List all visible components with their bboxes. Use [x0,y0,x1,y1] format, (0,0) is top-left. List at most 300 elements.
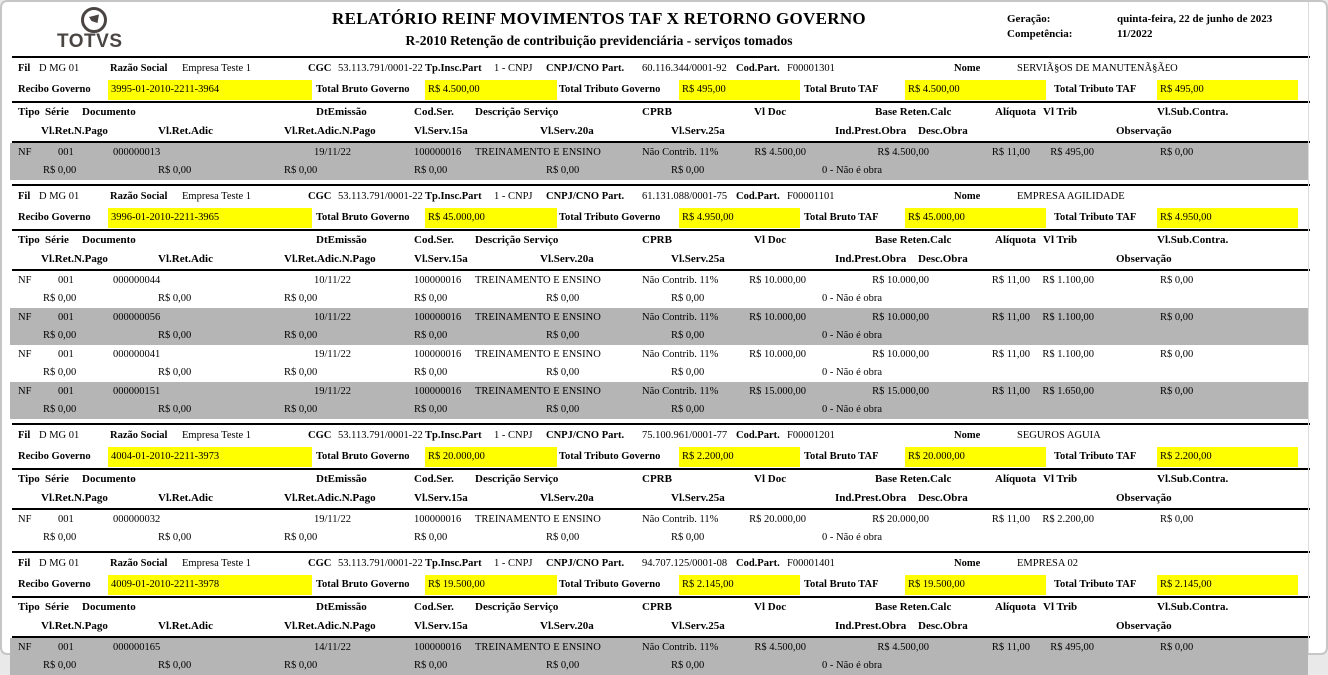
cell-serie: 001 [58,312,74,323]
cnpj-cno-label: CNPJ/CNO Part. [546,558,625,569]
document-row-line-2 [10,529,1308,547]
col-header-aliquota: Alíquota [995,473,1036,485]
col-header-vlsubcontra: Vl.Sub.Contra. [1157,601,1229,613]
total-bruto-taf-label: Total Bruto TAF [804,579,879,590]
column-header-row-2 [2,250,1326,269]
cgc-label: CGC [308,63,332,74]
col-header-vlretadic: Vl.Ret.Adic [158,492,213,504]
document-row-line-2 [10,657,1308,675]
col-header-descricao-servico: Descrição Serviço [475,601,559,613]
razao-social-value: Empresa Teste 1 [182,191,252,202]
col-header-vlserv25a: Vl.Serv.25a [671,125,725,137]
col-header-serie: Série [45,234,69,246]
cod-part-label: Cod.Part. [736,191,780,202]
fil-value: D MG 01 [39,558,80,569]
col-header-vlserv25a: Vl.Serv.25a [671,492,725,504]
cell-cprb: Não Contrib. 11% [642,349,719,360]
report-title: RELATÓRIO REINF MOVIMENTOS TAF X RETORNO GOVERNO [332,9,866,28]
cell-vlserv20a: R$ 0,00 [546,330,580,341]
cod-part-value: F00001301 [787,63,835,74]
nome-label: Nome [954,430,981,441]
col-header-vldoc: Vl Doc [754,601,787,613]
document-row-line-1 [10,272,1308,290]
tp-insc-value: 1 - CNPJ [494,430,533,441]
cgc-label: CGC [308,430,332,441]
col-header-vlserv25a: Vl.Serv.25a [671,620,725,632]
cell-base-reten-calc: R$ 10.000,00 [872,275,929,286]
cell-tipo: NF [18,147,32,158]
cgc-value: 53.113.791/0001-22 [338,63,423,74]
cell-vlserv15a: R$ 0,00 [414,165,448,176]
nome-label: Nome [954,558,981,569]
document-row-line-2 [10,290,1308,308]
cell-documento: 000000044 [113,275,161,286]
col-header-cprb: CPRB [642,473,672,485]
cell-vlretadic: R$ 0,00 [158,660,192,671]
cell-vlserv25a: R$ 0,00 [671,532,705,543]
col-header-vlretadicnpago: Vl.Ret.Adic.N.Pago [284,492,376,504]
cell-tipo: NF [18,514,32,525]
cell-vlretadic: R$ 0,00 [158,330,192,341]
total-bruto-governo-label: Total Bruto Governo [316,84,410,95]
cell-codser: 100000016 [414,514,462,525]
cell-vlserv25a: R$ 0,00 [671,330,705,341]
nome-label: Nome [954,63,981,74]
cell-base-reten-calc: R$ 4.500,00 [877,147,929,158]
total-tributo-governo-label: Total Tributo Governo [559,212,661,223]
col-header-vlserv15a: Vl.Serv.15a [414,253,468,265]
cell-vlsubcontra: R$ 0,00 [1160,312,1194,323]
company-section [2,56,1326,180]
cell-descricao-servico: TREINAMENTO E ENSINO [475,312,601,323]
cell-vlserv25a: R$ 0,00 [671,660,705,671]
col-header-documento: Documento [82,234,136,246]
branch-info-row [2,425,1326,446]
col-header-tipo: Tipo [18,473,40,485]
total-bruto-taf-label: Total Bruto TAF [804,451,879,462]
cell-vltrib: R$ 1.100,00 [1042,312,1094,323]
document-row-line-2 [10,401,1308,419]
col-header-descricao-servico: Descrição Serviço [475,234,559,246]
col-header-vltrib: Vl Trib [1043,106,1078,118]
col-header-observacao: Observação [1116,620,1172,632]
col-header-descricao-servico: Descrição Serviço [475,106,559,118]
cod-part-label: Cod.Part. [736,63,780,74]
cell-documento: 000000041 [113,349,161,360]
col-header-vlretadicnpago: Vl.Ret.Adic.N.Pago [284,253,376,265]
col-header-vlserv20a: Vl.Serv.20a [540,253,594,265]
cell-dtemissao: 19/11/22 [314,386,351,397]
cell-vldoc: R$ 15.000,00 [749,386,806,397]
nome-value: SEGUROS AGUIA [1017,430,1101,441]
cell-vlsubcontra: R$ 0,00 [1160,642,1194,653]
document-row-line-1 [10,144,1308,162]
cell-dtemissao: 19/11/22 [314,514,351,525]
col-header-observacao: Observação [1116,125,1172,137]
cell-vlsubcontra: R$ 0,00 [1160,147,1194,158]
total-tributo-taf-label: Total Tributo TAF [1054,451,1137,462]
col-header-descobra: Desc.Obra [918,492,968,504]
recibo-governo-label: Recibo Governo [18,579,91,590]
nome-label: Nome [954,191,981,202]
col-header-base-reten-calc: Base Reten.Calc [875,106,952,118]
column-header-row-2 [2,489,1326,508]
generation-label: Geração: [1007,13,1051,25]
cell-vlserv20a: R$ 0,00 [546,293,580,304]
column-header-row-1 [2,231,1326,250]
cell-vlretnpago: R$ 0,00 [43,367,77,378]
col-header-indprestobra: Ind.Prest.Obra [835,492,907,504]
detail-rows [2,638,1326,675]
col-header-vlserv20a: Vl.Serv.20a [540,620,594,632]
cell-dtemissao: 10/11/22 [314,275,351,286]
col-header-codser: Cod.Ser. [414,601,454,613]
col-header-indprestobra: Ind.Prest.Obra [835,620,907,632]
cell-indprestobra: 0 - Não é obra [822,293,883,304]
cell-aliquota: R$ 11,00 [991,312,1030,323]
recibo-row [2,574,1326,596]
cell-tipo: NF [18,312,32,323]
fil-value: D MG 01 [39,430,80,441]
cell-serie: 001 [58,642,74,653]
totvs-logo [57,5,147,52]
total-bruto-taf-label: Total Bruto TAF [804,84,879,95]
nome-value: EMPRESA 02 [1017,558,1078,569]
company-section [2,184,1326,419]
cod-part-value: F00001101 [787,191,835,202]
column-header-row-1 [2,598,1326,617]
cell-indprestobra: 0 - Não é obra [822,404,883,415]
col-header-base-reten-calc: Base Reten.Calc [875,473,952,485]
razao-social-label: Razão Social [110,191,168,202]
col-header-cprb: CPRB [642,234,672,246]
total-tributo-taf-value: R$ 4.950,00 [1157,208,1298,228]
cell-descricao-servico: TREINAMENTO E ENSINO [475,349,601,360]
cell-documento: 000000013 [113,147,161,158]
cgc-value: 53.113.791/0001-22 [338,558,423,569]
cell-descricao-servico: TREINAMENTO E ENSINO [475,514,601,525]
total-bruto-taf-label: Total Bruto TAF [804,212,879,223]
cell-vlretadicnpago: R$ 0,00 [284,293,318,304]
col-header-serie: Série [45,106,69,118]
col-header-base-reten-calc: Base Reten.Calc [875,234,952,246]
col-header-descobra: Desc.Obra [918,125,968,137]
col-header-dtemissao: DtEmissão [316,106,367,118]
cell-vldoc: R$ 4.500,00 [754,147,806,158]
cell-vlretadicnpago: R$ 0,00 [284,367,318,378]
cod-part-value: F00001201 [787,430,835,441]
total-bruto-governo-value: R$ 20.000,00 [425,447,557,467]
col-header-vlserv20a: Vl.Serv.20a [540,125,594,137]
cell-vltrib: R$ 1.650,00 [1042,386,1094,397]
cell-aliquota: R$ 11,00 [991,275,1030,286]
col-header-indprestobra: Ind.Prest.Obra [835,125,907,137]
col-header-vldoc: Vl Doc [754,473,787,485]
cell-vlsubcontra: R$ 0,00 [1160,349,1194,360]
cell-vlretnpago: R$ 0,00 [43,404,77,415]
cell-indprestobra: 0 - Não é obra [822,367,883,378]
total-bruto-governo-value: R$ 19.500,00 [425,575,557,595]
competencia-value: 11/2022 [1117,28,1153,40]
recibo-governo-value: 3996-01-2010-2211-3965 [108,208,312,228]
tp-insc-value: 1 - CNPJ [494,191,533,202]
column-header-row-1 [2,470,1326,489]
col-header-aliquota: Alíquota [995,601,1036,613]
detail-rows [2,143,1326,180]
cod-part-label: Cod.Part. [736,430,780,441]
col-header-vlretnpago: Vl.Ret.N.Pago [41,492,108,504]
cell-vlserv20a: R$ 0,00 [546,660,580,671]
cell-vlserv25a: R$ 0,00 [671,293,705,304]
col-header-vlretadic: Vl.Ret.Adic [158,253,213,265]
cell-vlsubcontra: R$ 0,00 [1160,386,1194,397]
tp-insc-value: 1 - CNPJ [494,558,533,569]
generation-value: quinta-feira, 22 de junho de 2023 [1117,13,1273,25]
cell-vlretnpago: R$ 0,00 [43,532,77,543]
cell-descricao-servico: TREINAMENTO E ENSINO [475,642,601,653]
cell-vltrib: R$ 1.100,00 [1042,275,1094,286]
total-tributo-taf-label: Total Tributo TAF [1054,84,1137,95]
cell-vlretadic: R$ 0,00 [158,165,192,176]
cell-indprestobra: 0 - Não é obra [822,660,883,671]
col-header-vltrib: Vl Trib [1043,473,1078,485]
col-header-vlretadic: Vl.Ret.Adic [158,620,213,632]
cell-vlretadic: R$ 0,00 [158,532,192,543]
total-tributo-governo-value: R$ 2.200,00 [679,447,800,467]
col-header-tipo: Tipo [18,106,40,118]
cell-vldoc: R$ 10.000,00 [749,275,806,286]
col-header-vlretnpago: Vl.Ret.N.Pago [41,253,108,265]
cell-aliquota: R$ 11,00 [991,147,1030,158]
detail-rows [2,271,1326,419]
cell-tipo: NF [18,349,32,360]
cell-codser: 100000016 [414,386,462,397]
cell-vlsubcontra: R$ 0,00 [1160,514,1194,525]
col-header-vlserv15a: Vl.Serv.15a [414,492,468,504]
cell-codser: 100000016 [414,349,462,360]
recibo-governo-value: 4009-01-2010-2211-3978 [108,575,312,595]
total-tributo-governo-label: Total Tributo Governo [559,84,661,95]
cell-cprb: Não Contrib. 11% [642,147,719,158]
detail-rows [2,510,1326,547]
cell-documento: 000000151 [113,386,161,397]
document-row-line-2 [10,327,1308,345]
cell-indprestobra: 0 - Não é obra [822,165,883,176]
col-header-vlsubcontra: Vl.Sub.Contra. [1157,234,1229,246]
cell-descricao-servico: TREINAMENTO E ENSINO [475,275,601,286]
cell-vlserv20a: R$ 0,00 [546,367,580,378]
col-header-observacao: Observação [1116,253,1172,265]
col-header-vlretadicnpago: Vl.Ret.Adic.N.Pago [284,125,376,137]
cell-vlserv15a: R$ 0,00 [414,293,448,304]
page-right-edge [1308,2,1309,653]
cgc-value: 53.113.791/0001-22 [338,430,423,441]
totvs-logo-text: TOTVS [57,31,123,52]
company-section [2,551,1326,675]
cell-aliquota: R$ 11,00 [991,642,1030,653]
cell-vlserv20a: R$ 0,00 [546,165,580,176]
cell-vlserv15a: R$ 0,00 [414,532,448,543]
document-row [10,345,1308,382]
cell-base-reten-calc: R$ 4.500,00 [877,642,929,653]
total-tributo-taf-value: R$ 495,00 [1157,80,1298,100]
document-row-line-1 [10,346,1308,364]
tp-insc-label: Tp.Insc.Part [425,430,482,441]
nome-value: EMPRESA AGILIDADE [1017,191,1125,202]
cnpj-cno-label: CNPJ/CNO Part. [546,430,625,441]
fil-label: Fil [18,558,31,569]
cell-cprb: Não Contrib. 11% [642,275,719,286]
col-header-vltrib: Vl Trib [1043,234,1078,246]
col-header-codser: Cod.Ser. [414,234,454,246]
cell-documento: 000000032 [113,514,161,525]
col-header-aliquota: Alíquota [995,234,1036,246]
cell-vlretadicnpago: R$ 0,00 [284,330,318,341]
col-header-vlretnpago: Vl.Ret.N.Pago [41,620,108,632]
tp-insc-value: 1 - CNPJ [494,63,533,74]
total-bruto-taf-value: R$ 20.000,00 [905,447,1046,467]
col-header-vlserv20a: Vl.Serv.20a [540,492,594,504]
total-tributo-governo-label: Total Tributo Governo [559,579,661,590]
document-row-line-1 [10,511,1308,529]
total-tributo-governo-label: Total Tributo Governo [559,451,661,462]
col-header-serie: Série [45,601,69,613]
company-section [2,423,1326,547]
cell-descricao-servico: TREINAMENTO E ENSINO [475,386,601,397]
total-tributo-governo-value: R$ 2.145,00 [679,575,800,595]
col-header-dtemissao: DtEmissão [316,473,367,485]
cell-serie: 001 [58,514,74,525]
cell-vltrib: R$ 1.100,00 [1042,349,1094,360]
cgc-value: 53.113.791/0001-22 [338,191,423,202]
cell-dtemissao: 19/11/22 [314,349,351,360]
total-tributo-taf-label: Total Tributo TAF [1054,212,1137,223]
cell-vlserv25a: R$ 0,00 [671,367,705,378]
cell-descricao-servico: TREINAMENTO E ENSINO [475,147,601,158]
col-header-documento: Documento [82,106,136,118]
col-header-cprb: CPRB [642,601,672,613]
document-row-line-2 [10,364,1308,382]
cell-vldoc: R$ 4.500,00 [754,642,806,653]
razao-social-value: Empresa Teste 1 [182,63,252,74]
cell-base-reten-calc: R$ 10.000,00 [872,349,929,360]
cell-dtemissao: 10/11/22 [314,312,351,323]
col-header-vlretnpago: Vl.Ret.N.Pago [41,125,108,137]
recibo-row [2,207,1326,229]
total-bruto-governo-value: R$ 4.500,00 [425,80,557,100]
tp-insc-label: Tp.Insc.Part [425,191,482,202]
column-header-row-2 [2,122,1326,141]
cell-vlretadicnpago: R$ 0,00 [284,532,318,543]
cell-cprb: Não Contrib. 11% [642,514,719,525]
cell-codser: 100000016 [414,642,462,653]
cell-vltrib: R$ 495,00 [1050,147,1094,158]
total-bruto-taf-value: R$ 4.500,00 [905,80,1046,100]
cell-indprestobra: 0 - Não é obra [822,330,883,341]
total-tributo-governo-value: R$ 495,00 [679,80,800,100]
document-row-line-1 [10,309,1308,327]
col-header-tipo: Tipo [18,601,40,613]
cell-vlserv15a: R$ 0,00 [414,367,448,378]
cgc-label: CGC [308,558,332,569]
cell-serie: 001 [58,386,74,397]
cell-vlserv20a: R$ 0,00 [546,404,580,415]
col-header-aliquota: Alíquota [995,106,1036,118]
col-header-vlserv15a: Vl.Serv.15a [414,125,468,137]
fil-label: Fil [18,191,31,202]
col-header-dtemissao: DtEmissão [316,601,367,613]
competencia-label: Competência: [1007,28,1073,40]
cell-documento: 000000165 [113,642,161,653]
col-header-vldoc: Vl Doc [754,106,787,118]
branch-info-row [2,58,1326,79]
cell-cprb: Não Contrib. 11% [642,312,719,323]
column-header-row-1 [2,103,1326,122]
document-row [10,638,1308,675]
col-header-serie: Série [45,473,69,485]
total-tributo-taf-value: R$ 2.145,00 [1157,575,1298,595]
razao-social-value: Empresa Teste 1 [182,558,252,569]
col-header-descobra: Desc.Obra [918,620,968,632]
cnpj-cno-value: 75.100.961/0001-77 [642,430,728,441]
cell-base-reten-calc: R$ 10.000,00 [872,312,929,323]
col-header-vlretadicnpago: Vl.Ret.Adic.N.Pago [284,620,376,632]
cell-codser: 100000016 [414,147,462,158]
recibo-governo-label: Recibo Governo [18,84,91,95]
document-row [10,308,1308,345]
cell-vlretadic: R$ 0,00 [158,293,192,304]
cell-aliquota: R$ 11,00 [991,514,1030,525]
cod-part-value: F00001401 [787,558,835,569]
cell-vlserv15a: R$ 0,00 [414,404,448,415]
col-header-descricao-servico: Descrição Serviço [475,473,559,485]
fil-label: Fil [18,63,31,74]
cell-vlretnpago: R$ 0,00 [43,330,77,341]
cell-serie: 001 [58,349,74,360]
col-header-vlsubcontra: Vl.Sub.Contra. [1157,473,1229,485]
document-row [10,510,1308,547]
branch-info-row [2,186,1326,207]
cnpj-cno-value: 61.131.088/0001-75 [642,191,728,202]
recibo-governo-value: 3995-01-2010-2211-3964 [108,80,312,100]
cell-vldoc: R$ 20.000,00 [749,514,806,525]
branch-info-row [2,553,1326,574]
cell-base-reten-calc: R$ 20.000,00 [872,514,929,525]
tp-insc-label: Tp.Insc.Part [425,558,482,569]
total-bruto-governo-label: Total Bruto Governo [316,451,410,462]
col-header-cprb: CPRB [642,106,672,118]
recibo-governo-label: Recibo Governo [18,212,91,223]
cell-vlretnpago: R$ 0,00 [43,165,77,176]
cgc-label: CGC [308,191,332,202]
cell-vlserv20a: R$ 0,00 [546,532,580,543]
col-header-base-reten-calc: Base Reten.Calc [875,601,952,613]
cell-vltrib: R$ 2.200,00 [1042,514,1094,525]
cell-tipo: NF [18,386,32,397]
col-header-indprestobra: Ind.Prest.Obra [835,253,907,265]
nome-value: SERVIÃ§OS DE MANUTENÃ§Ã£O [1017,63,1178,74]
cell-dtemissao: 19/11/22 [314,147,351,158]
document-row [10,382,1308,419]
cnpj-cno-label: CNPJ/CNO Part. [546,63,625,74]
cell-aliquota: R$ 11,00 [991,349,1030,360]
cell-vlretnpago: R$ 0,00 [43,293,77,304]
cell-vltrib: R$ 495,00 [1050,642,1094,653]
document-row [10,143,1308,180]
col-header-vlserv25a: Vl.Serv.25a [671,253,725,265]
cell-vlretadicnpago: R$ 0,00 [284,165,318,176]
total-tributo-governo-value: R$ 4.950,00 [679,208,800,228]
